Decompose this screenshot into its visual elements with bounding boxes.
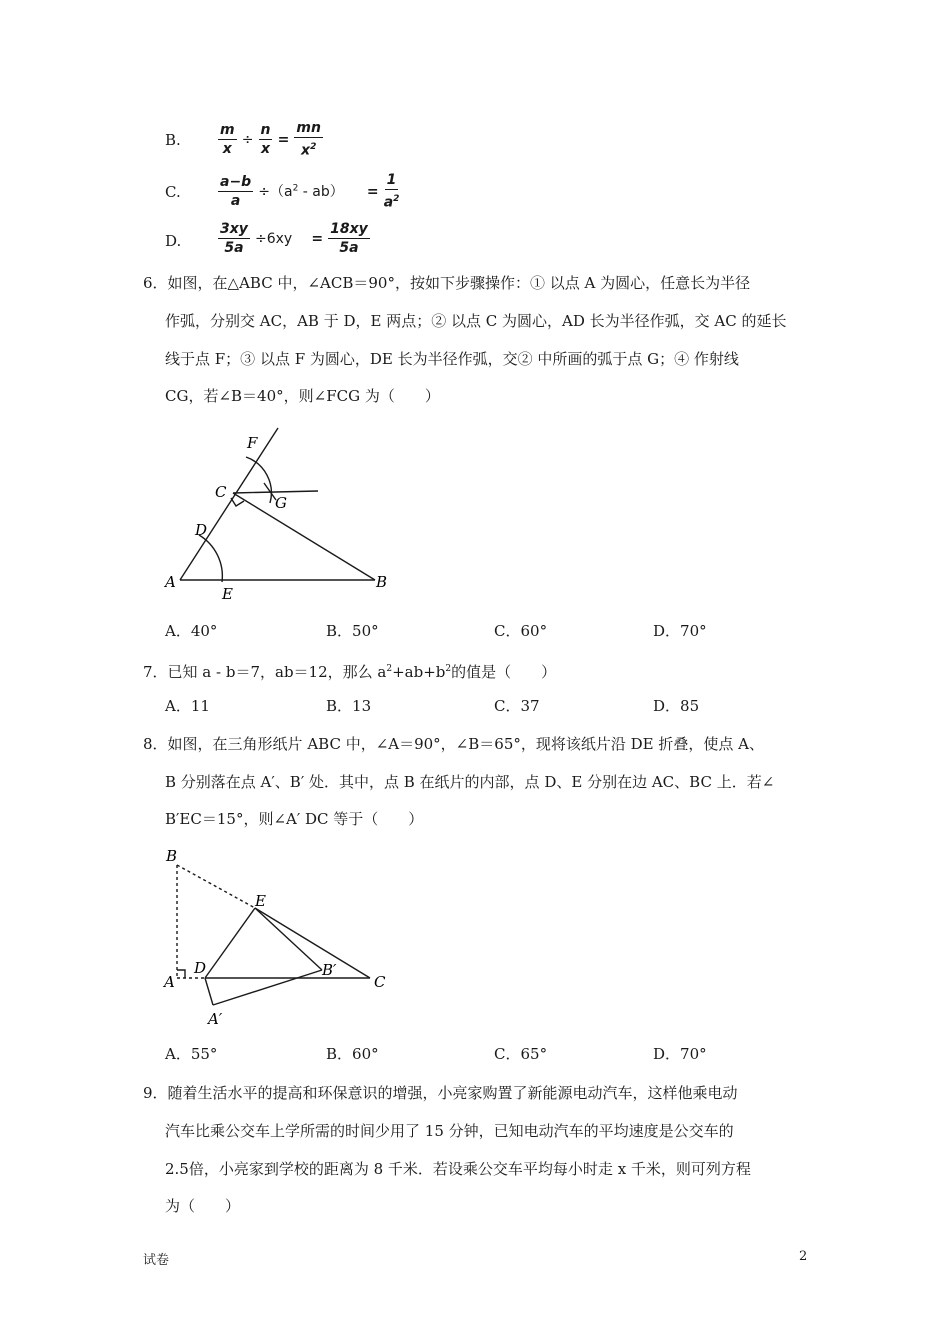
q9-line-3: 2.5倍，小亮家到学校的距离为 8 千米．若设乘公交车平均每小时走 x 千米，则可列方程 (165, 1160, 751, 1178)
q8-option-c: C．65° (494, 1045, 548, 1063)
q6-line-4: CG，若∠B＝40°，则∠FCG 为（ ） (165, 387, 440, 405)
label-e: E (255, 892, 266, 910)
q8-line-1: 8．如图，在三角形纸片 ABC 中，∠A＝90°，∠B＝65°，现将该纸片沿 DE 折叠，使点 A、 (143, 735, 764, 753)
fraction: $\frac{a-b}{a}$ (220, 173, 252, 209)
q6-option-c: C．60° (494, 622, 548, 640)
q6-option-b: B．50° (326, 622, 379, 640)
label-c: C (215, 483, 227, 501)
segment-de (205, 908, 255, 978)
arc-de (199, 535, 222, 582)
label-f: F (247, 434, 258, 452)
q7-option-c: C．37 (494, 697, 540, 715)
q6-figure (150, 420, 410, 610)
page-number: 2 (799, 1249, 808, 1264)
label-b: B (166, 847, 178, 865)
option-c-expression: $\frac{a-b}{a}$ $\div(a^2 - ab)$ = $\frac{1}{a^2}$ (220, 172, 400, 211)
q6-option-a: A．40° (165, 622, 218, 640)
fraction: $\frac{mn}{x^2}$ (296, 120, 321, 159)
label-a: A (164, 973, 175, 991)
dashed-be (177, 865, 255, 908)
q8-option-a: A．55° (165, 1045, 218, 1063)
q6-line-3: 线于点 F；③ 以点 F 为圆心，DE 长为半径作弧，交② 中所画的弧于点 G；④ 作射线 (165, 350, 739, 368)
q6-option-d: D．70° (653, 622, 707, 640)
label-b-prime: B′ (322, 961, 337, 979)
q9-line-4: 为（ ） (165, 1197, 241, 1215)
option-d-label: D. (165, 232, 182, 250)
label-g: G (275, 494, 287, 512)
fraction: $\frac{18xy}{5a}$ (330, 221, 368, 256)
q6-line-2: 作弧，分别交 AC，AB 于 D，E 两点；② 以点 C 为圆心，AD 长为半径作弧，交 AC 的延长 (165, 312, 787, 330)
label-c: C (374, 973, 386, 991)
fraction: $\frac{1}{a^2}$ (383, 172, 400, 211)
label-a-prime: A′ (208, 1010, 223, 1028)
segment-eb-prime (255, 908, 322, 970)
q7-stem: 7．已知 a - b＝7，ab＝12，那么 $a^2+ab+b^2$的值是（ ） (143, 663, 557, 681)
segment-ec (255, 908, 370, 978)
label-b: B (376, 573, 388, 591)
q8-option-d: D．70° (653, 1045, 707, 1063)
q8-figure (150, 840, 400, 1030)
ray-cg (233, 491, 318, 493)
option-c-label: C. (165, 183, 181, 201)
q9-line-2: 汽车比乘公交车上学所需的时间少用了 15 分钟，已知电动汽车的平均速度是公交车的 (165, 1122, 734, 1140)
ray-af (180, 428, 278, 580)
label-a: A (165, 573, 176, 591)
label-d: D (194, 959, 207, 977)
footer-label: 试卷 (143, 1253, 170, 1268)
label-d: D (195, 521, 208, 539)
fraction: $\frac{m}{x}$ (220, 121, 235, 157)
q6-line-1: 6．如图，在△ABC 中，∠ACB＝90°，按如下步骤操作：① 以点 A 为圆心，任意长为半径 (143, 274, 751, 292)
segment-da-prime (205, 978, 213, 1005)
segment-cb (233, 493, 375, 580)
q7-option-d: D．85 (653, 697, 700, 715)
option-b-expression: $\frac{m}{x}$ ÷ $\frac{n}{x}$ = $\frac{mn}{x^2}$ (220, 120, 321, 159)
q7-option-a: A．11 (165, 697, 210, 715)
arc-fg (246, 457, 271, 503)
q8-line-2: B 分别落在点 A′、B′ 处．其中，点 B 在纸片的内部，点 D、E 分别在边 AC、BC 上．若∠ (165, 773, 775, 791)
segment-a-prime-b-prime (213, 970, 322, 1005)
right-angle-mark (177, 970, 185, 978)
q8-line-3: B′EC＝15°，则∠A′ DC 等于（ ） (165, 810, 424, 828)
q7-option-b: B．13 (326, 697, 372, 715)
fraction: $\frac{n}{x}$ (260, 121, 271, 157)
label-e: E (222, 585, 233, 603)
fraction: $\frac{3xy}{5a}$ (220, 221, 248, 256)
q8-option-b: B．60° (326, 1045, 379, 1063)
option-d-expression: $\frac{3xy}{5a}$ ÷6xy = $\frac{18xy}{5a}$ (220, 221, 368, 256)
option-b-label: B. (165, 131, 181, 149)
q9-line-1: 9．随着生活水平的提高和环保意识的增强，小亮家购置了新能源电动汽车，这样他乘电动 (143, 1084, 738, 1102)
